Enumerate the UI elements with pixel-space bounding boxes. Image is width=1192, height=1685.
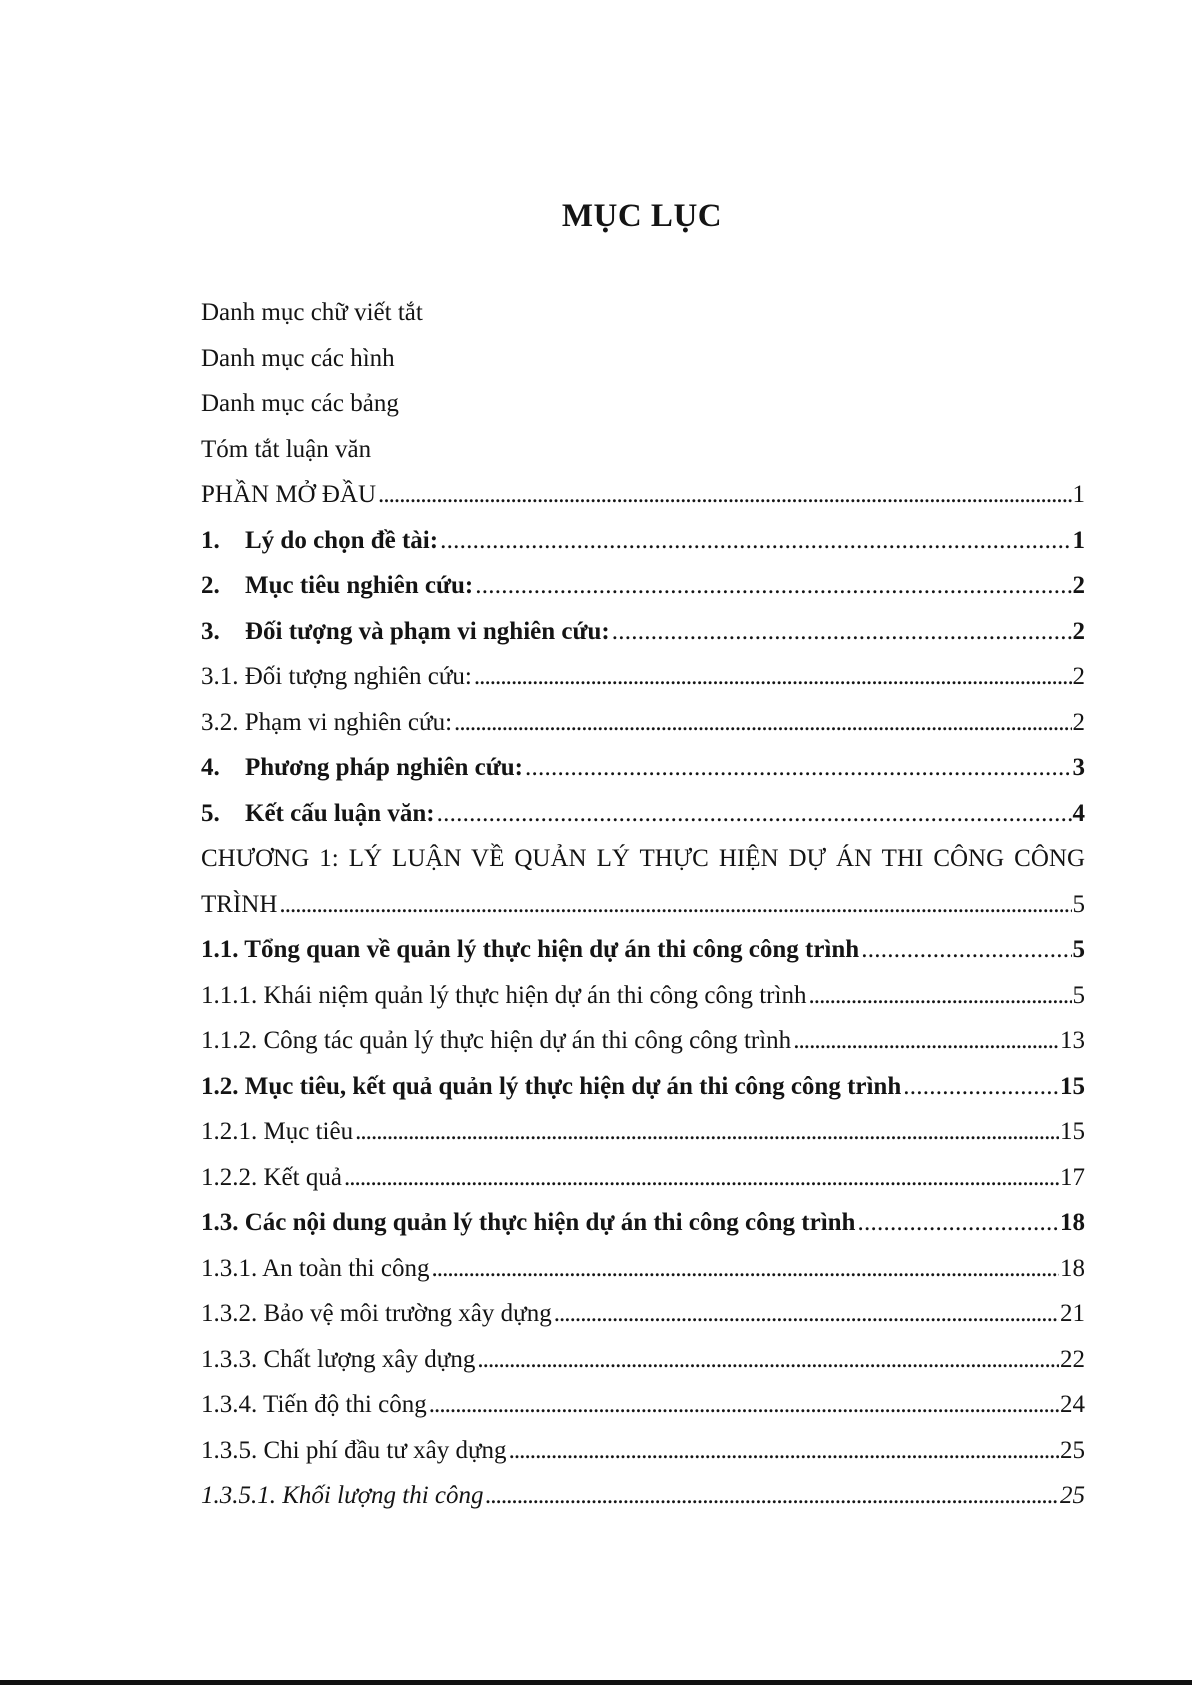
- toc-entry[interactable]: [201, 836, 1085, 927]
- toc-entry[interactable]: [201, 563, 1085, 609]
- toc-page-number: 5: [1072, 890, 1085, 918]
- toc-entry-number: 1.: [201, 526, 220, 554]
- dot-leader: [474, 654, 1072, 700]
- toc-entry-label: [201, 609, 610, 655]
- toc-entry-label: Danh mục chữ viết tắt: [201, 299, 423, 326]
- toc-entry[interactable]: [201, 1337, 1085, 1383]
- toc-page-number: 5: [1072, 936, 1085, 963]
- toc-entry-label: 1.3.1. An toàn thi công: [201, 1254, 430, 1282]
- toc-page-number: 2: [1072, 572, 1085, 599]
- toc-entry-text: Phương pháp nghiên cứu:: [245, 754, 523, 781]
- page-bottom-edge: [0, 1680, 1192, 1685]
- toc-entry[interactable]: [201, 1064, 1085, 1110]
- toc-entry[interactable]: [201, 1018, 1085, 1064]
- toc-page-number: 25: [1060, 1482, 1085, 1509]
- toc-entry[interactable]: [201, 1382, 1085, 1428]
- toc-entry-continuation: [201, 882, 1085, 928]
- toc-entry-label: 3.1. Đối tượng nghiên cứu:: [201, 663, 472, 690]
- dot-leader: [437, 791, 1072, 837]
- toc-page-number: 2: [1072, 708, 1085, 736]
- toc-entry[interactable]: [201, 1428, 1085, 1474]
- toc-entry-label: 1.1.1. Khái niệm quản lý thực hiện dự án thi công công trình: [201, 981, 807, 1009]
- toc-entry-number: 2.: [201, 572, 220, 599]
- toc-entry[interactable]: [201, 1473, 1085, 1519]
- toc-entry[interactable]: [201, 472, 1085, 518]
- toc-entry-label: 1.3.5.1. Khối lượng thi công: [201, 1482, 484, 1509]
- toc-entry[interactable]: [201, 973, 1085, 1019]
- toc-entry-text: Đối tượng và phạm vi nghiên cứu:: [245, 617, 610, 645]
- dot-leader: [475, 563, 1071, 609]
- toc-entry-label: Tóm tắt luận văn: [201, 435, 372, 463]
- toc-entry-label: Danh mục các bảng: [201, 390, 399, 417]
- toc-entry-number: 5.: [201, 799, 220, 827]
- toc-page-number: 13: [1060, 1027, 1085, 1054]
- toc-entry-label: 1.3.3. Chất lượng xây dựng: [201, 1345, 476, 1373]
- toc-entry[interactable]: [201, 1291, 1085, 1337]
- dot-leader: [808, 973, 1071, 1019]
- toc-page-number: 1: [1072, 526, 1085, 554]
- toc-page-number: 5: [1072, 981, 1085, 1009]
- dot-leader: [429, 1382, 1059, 1428]
- toc-page-number: 3: [1072, 754, 1085, 781]
- toc-entry-label: PHẦN MỞ ĐẦU: [201, 481, 377, 508]
- toc-entry-label: 1.2.1. Mục tiêu: [201, 1118, 354, 1145]
- dot-leader: [509, 1428, 1059, 1474]
- toc-entry-number: 3.: [201, 617, 220, 645]
- toc-entry-label: 1.2. Mục tiêu, kết quả quản lý thực hiện dự án thi công công trình: [201, 1072, 902, 1100]
- toc-entry-label: [201, 518, 438, 564]
- toc-entry-label: [201, 791, 435, 837]
- toc-entry[interactable]: [201, 927, 1085, 973]
- toc-entry-number: 4.: [201, 754, 220, 781]
- toc-page-number: 24: [1060, 1391, 1085, 1418]
- toc-page-number: 18: [1060, 1209, 1085, 1236]
- dot-leader: [344, 1155, 1059, 1201]
- dot-leader: [903, 1064, 1059, 1110]
- toc-page-number: 21: [1060, 1300, 1085, 1327]
- toc-entry-text: Mục tiêu nghiên cứu:: [245, 572, 474, 599]
- toc-entry-label: 3.2. Phạm vi nghiên cứu:: [201, 708, 453, 736]
- dot-leader: [454, 700, 1071, 746]
- toc-page-number: 15: [1060, 1072, 1085, 1100]
- dot-leader: [857, 1200, 1059, 1246]
- toc-entry[interactable]: [201, 427, 1085, 473]
- toc-entry[interactable]: [201, 1109, 1085, 1155]
- toc-entry[interactable]: [201, 518, 1085, 564]
- toc-entry-label: 1.1. Tổng quan về quản lý thực hiện dự án thi công công trình: [201, 936, 860, 963]
- toc-entry-label: 1.3.5. Chi phí đầu tư xây dựng: [201, 1436, 507, 1464]
- toc-page-number: 17: [1060, 1163, 1085, 1191]
- toc-entry-label: 1.1.2. Công tác quản lý thực hiện dự án thi công công trình: [201, 1027, 792, 1054]
- toc-entry-label: CHƯƠNG 1: LÝ LUẬN VỀ QUẢN LÝ THỰC HIỆN DỰ ÁN THI CÔNG CÔNG: [201, 845, 1085, 872]
- dot-leader: [861, 927, 1071, 973]
- dot-leader: [612, 609, 1072, 655]
- table-of-contents: [201, 290, 1085, 1519]
- toc-page-number: 2: [1072, 617, 1085, 645]
- toc-entry-label: Danh mục các hình: [201, 344, 395, 372]
- toc-entry-label: 1.2.2. Kết quả: [201, 1163, 342, 1191]
- dot-leader: [440, 518, 1071, 564]
- toc-entry[interactable]: [201, 1155, 1085, 1201]
- toc-entry[interactable]: [201, 700, 1085, 746]
- toc-entry[interactable]: [201, 791, 1085, 837]
- toc-page-number: 2: [1072, 663, 1085, 690]
- dot-leader: [431, 1246, 1059, 1292]
- dot-leader: [525, 745, 1072, 791]
- toc-page-number: 4: [1072, 799, 1085, 827]
- toc-entry-label: [201, 745, 523, 791]
- dot-leader: [793, 1018, 1059, 1064]
- toc-entry-label: 1.3.2. Bảo vệ môi trường xây dựng: [201, 1300, 552, 1327]
- toc-entry-text: Lý do chọn đề tài:: [245, 526, 439, 554]
- toc-entry[interactable]: [201, 1200, 1085, 1246]
- toc-entry[interactable]: [201, 1246, 1085, 1292]
- toc-entry-text: Kết cấu luận văn:: [245, 799, 435, 827]
- toc-page-number: 1: [1072, 481, 1085, 508]
- toc-entry[interactable]: [201, 609, 1085, 655]
- dot-leader: [378, 472, 1071, 518]
- dot-leader: [486, 1473, 1059, 1519]
- dot-leader: [477, 1337, 1059, 1383]
- toc-entry[interactable]: [201, 336, 1085, 382]
- dot-leader: [355, 1109, 1059, 1155]
- page-title: MỤC LỤC: [561, 198, 723, 234]
- toc-page-number: 25: [1060, 1436, 1085, 1464]
- toc-page-number: 22: [1060, 1345, 1085, 1373]
- toc-entry-label: 1.3.4. Tiến độ thi công: [201, 1391, 427, 1418]
- dot-leader: [554, 1291, 1059, 1337]
- toc-page-number: 18: [1060, 1254, 1085, 1282]
- toc-entry[interactable]: [201, 381, 1085, 427]
- toc-entry-label: TRÌNH: [201, 890, 278, 918]
- toc-page-number: 15: [1060, 1118, 1085, 1145]
- toc-entry[interactable]: [201, 745, 1085, 791]
- toc-entry[interactable]: [201, 654, 1085, 700]
- dot-leader: [279, 882, 1071, 928]
- toc-entry-label: 1.3. Các nội dung quản lý thực hiện dự án thi công công trình: [201, 1209, 856, 1236]
- toc-entry[interactable]: [201, 290, 1085, 336]
- toc-entry-label: [201, 563, 473, 609]
